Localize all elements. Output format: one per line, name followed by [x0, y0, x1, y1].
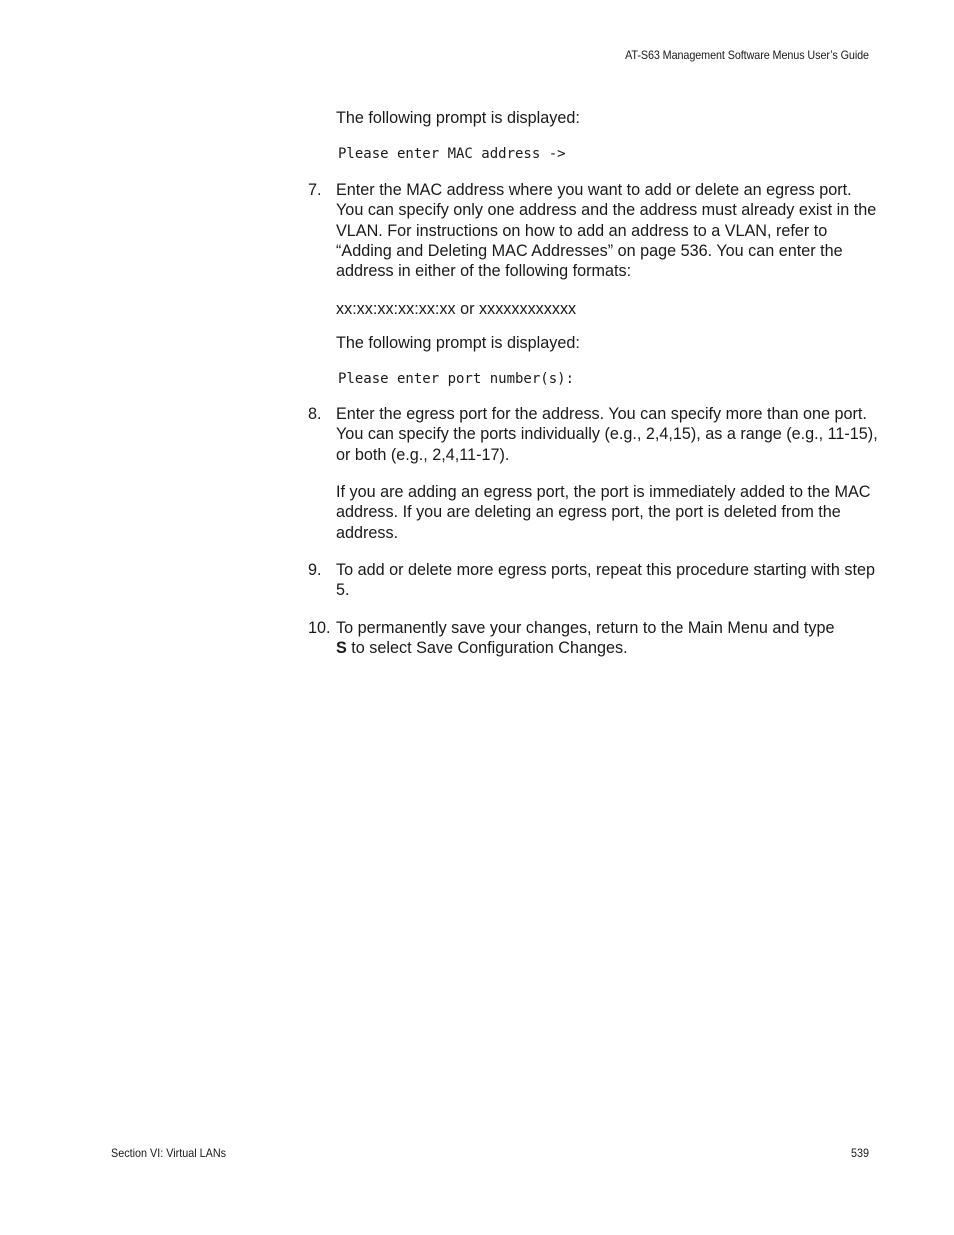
step-9-number: 9.: [308, 561, 322, 579]
step-7-number: 7.: [308, 181, 322, 199]
step-8-number: 8.: [308, 405, 322, 423]
page-number: 539: [850, 1146, 869, 1160]
mac-formats: xx:xx:xx:xx:xx:xx or xxxxxxxxxxxx: [336, 300, 577, 318]
step-10-text-before: To permanently save your changes, return to the Main Menu and type: [336, 619, 835, 637]
code-prompt-port: Please enter port number(s):: [338, 371, 575, 387]
step-8-text: Enter the egress port for the address. You can specify more than one port. You can specify the ports individually (e.g., 2,4,15), as a range (e.g., 11-15), or both (e.g., 2,4,11-17).: [336, 405, 878, 464]
step-10-text: [336, 618, 878, 659]
step-10-text-after: to select Save Configuration Changes.: [346, 639, 628, 658]
step-7: [308, 180, 878, 281]
step-8-followup: If you are adding an egress port, the port is immediately added to the MAC address. If you are deleting an egress port, the port is deleted from the address.: [336, 483, 871, 542]
running-header: AT-S63 Management Software Menus User’s Guide: [625, 48, 869, 62]
step-10-number: 10.: [308, 619, 331, 637]
prompt-intro-2: The following prompt is displayed:: [336, 334, 580, 352]
step-7-text: Enter the MAC address where you want to add or delete an egress port. You can specify only one address and the address must already exist in the VLAN. For instructions on how to add an address to a VLAN, refer to “Adding and Deleting MAC Addresses” on page 536. You can enter the address in either of the following formats:: [336, 181, 877, 281]
footer-section: Section VI: Virtual LANs: [111, 1146, 227, 1160]
step-10: [308, 618, 878, 659]
step-8: [308, 404, 878, 465]
code-prompt-mac: Please enter MAC address ->: [338, 146, 566, 162]
save-key: S: [336, 639, 347, 658]
step-9: [308, 560, 878, 601]
step-9-text: To add or delete more egress ports, repeat this procedure starting with step 5.: [336, 561, 875, 600]
prompt-intro-1: The following prompt is displayed:: [336, 109, 580, 127]
